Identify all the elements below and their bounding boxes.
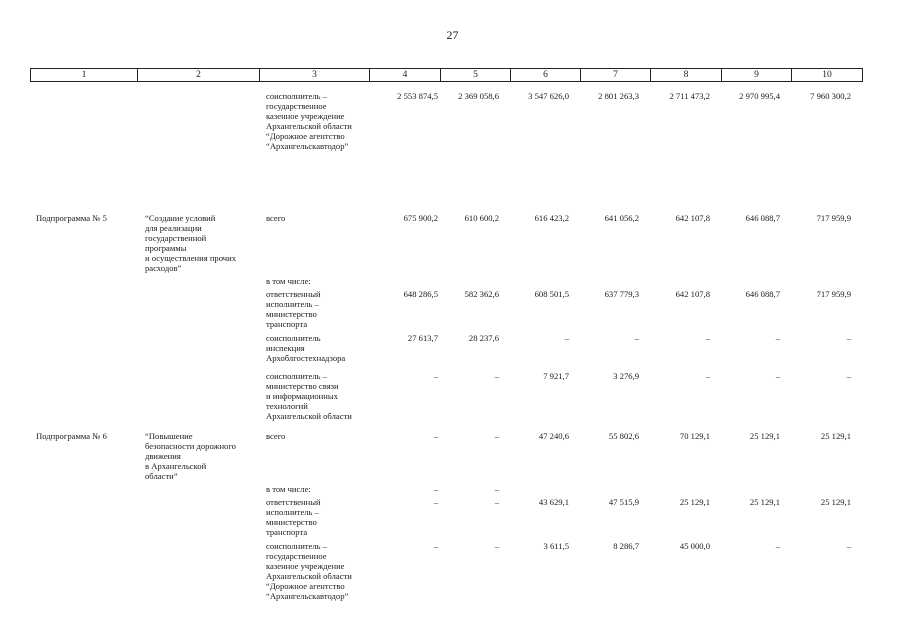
executor-cell: всего [266,213,286,223]
value-cell: 43 629,1 [538,497,569,507]
value-cell: 582 362,6 [464,289,499,299]
value-cell: – [433,541,438,551]
value-cell: 648 286,5 [403,289,438,299]
value-cell: 2 553 874,5 [397,91,438,101]
table-row [30,431,862,481]
row-spacer [30,421,862,431]
value-cell [721,276,791,286]
value-cell: – [705,333,710,343]
value-cell: 25 129,1 [679,497,710,507]
value-cell [580,484,650,494]
subprogram-title-cell: “Повышение безопасности дорожного движения в Архангельской области” [145,431,236,481]
value-cell: 25 129,1 [820,497,851,507]
value-cell: – [433,431,438,441]
column-header: 4 [370,69,441,82]
subprogram-cell [30,333,137,363]
value-cell: 642 107,8 [675,213,710,223]
column-header: 1 [31,69,138,82]
subprogram-title-cell [137,541,259,601]
table-row [30,91,862,151]
subprogram-title-cell: “Создание условий для реализации государственной программы и осуществления прочих расходов” [145,213,237,273]
value-cell [440,276,510,286]
value-cell: – [433,371,438,381]
value-cell [791,276,862,286]
value-cell: 646 088,7 [745,213,780,223]
value-cell: 2 711 473,2 [669,91,710,101]
table-row [30,213,862,273]
value-cell: – [564,333,569,343]
subprogram-cell [30,541,137,601]
subprogram-cell [30,497,137,537]
value-cell: – [634,333,639,343]
executor-cell: соисполнитель – министерство связи и информационных технологий Архангельской области [266,371,352,421]
value-cell: 45 000,0 [679,541,710,551]
column-header-table [30,68,863,82]
executor-cell: соисполнитель – государственное казенное учреждение Архангельской области “Дорожное агентство “Архангельскавтодор” [266,91,352,151]
executor-cell: соисполнитель – государственное казенное учреждение Архангельской области “Дорожное агентство “Архангельскавтодор” [266,541,352,601]
table-row [30,333,862,363]
subprogram-title-cell [137,289,259,329]
column-header: 9 [722,69,792,82]
value-cell: – [433,497,438,507]
row-spacer [30,151,862,213]
value-cell: – [433,484,438,494]
table-row [30,497,862,537]
column-header: 10 [792,69,863,82]
subprogram-cell: Подпрограмма № 5 [36,213,107,223]
executor-cell: в том числе: [266,484,311,494]
value-cell: 2 801 263,3 [598,91,639,101]
value-cell: 47 515,9 [608,497,639,507]
value-cell [721,484,791,494]
value-cell: 2 369 058,6 [458,91,499,101]
value-cell: 646 088,7 [745,289,780,299]
subprogram-title-cell [137,371,259,421]
value-cell: 2 970 995,4 [739,91,780,101]
subprogram-cell [30,484,137,494]
value-cell: 55 802,6 [608,431,639,441]
value-cell: – [775,333,780,343]
subprogram-cell [30,91,137,151]
table-row [30,484,862,494]
value-cell: – [846,541,851,551]
value-cell: 641 056,2 [604,213,639,223]
value-cell: – [775,371,780,381]
column-header: 8 [651,69,722,82]
table-row [30,371,862,421]
subprogram-cell: Подпрограмма № 6 [36,431,107,441]
subprogram-title-cell [137,91,259,151]
row-spacer [30,363,862,371]
page-number: 27 [446,28,459,42]
budget-table [30,91,862,601]
executor-cell: в том числе: [266,276,311,286]
value-cell: 637 779,3 [604,289,639,299]
value-cell: 47 240,6 [538,431,569,441]
value-cell: – [494,371,499,381]
value-cell: 3 547 626,0 [528,91,569,101]
value-cell: 616 423,2 [534,213,569,223]
column-header: 5 [441,69,511,82]
value-cell: 70 129,1 [679,431,710,441]
table-row [30,541,862,601]
value-cell: – [846,371,851,381]
value-cell: – [494,484,499,494]
executor-cell: соисполнитель инспекция Архоблгостехнадзора [266,333,346,363]
value-cell: 8 286,7 [613,541,639,551]
value-cell: 25 129,1 [749,431,780,441]
value-cell: 25 129,1 [749,497,780,507]
value-cell: 717 959,9 [816,213,851,223]
value-cell: – [775,541,780,551]
value-cell: 7 960 300,2 [810,91,851,101]
value-cell: 3 276,9 [613,371,639,381]
subprogram-cell [30,289,137,329]
column-header: 7 [581,69,651,82]
column-header: 2 [138,69,260,82]
value-cell: 7 921,7 [543,371,569,381]
value-cell: 642 107,8 [675,289,710,299]
value-cell: 675 900,2 [403,213,438,223]
value-cell [791,484,862,494]
value-cell: – [705,371,710,381]
column-header: 6 [511,69,581,82]
subprogram-cell [30,276,137,286]
subprogram-title-cell [137,276,259,286]
value-cell [510,484,580,494]
value-cell: 717 959,9 [816,289,851,299]
value-cell: – [494,431,499,441]
executor-cell: ответственный исполнитель – министерство транспорта [266,289,321,329]
value-cell [510,276,580,286]
value-cell [650,484,721,494]
value-cell: 3 611,5 [543,541,569,551]
value-cell: 608 501,5 [534,289,569,299]
column-header: 3 [260,69,370,82]
value-cell: – [494,541,499,551]
value-cell: – [494,497,499,507]
value-cell: – [846,333,851,343]
subprogram-cell [30,371,137,421]
table-row [30,289,862,329]
subprogram-title-cell [137,333,259,363]
value-cell: 25 129,1 [820,431,851,441]
value-cell [369,276,440,286]
executor-cell: ответственный исполнитель – министерство транспорта [266,497,321,537]
subprogram-title-cell [137,484,259,494]
table-row [30,276,862,286]
subprogram-title-cell [137,497,259,537]
value-cell [580,276,650,286]
value-cell [650,276,721,286]
executor-cell: всего [266,431,286,441]
value-cell: 27 613,7 [407,333,438,343]
value-cell: 610 600,2 [464,213,499,223]
value-cell: 28 237,6 [468,333,499,343]
